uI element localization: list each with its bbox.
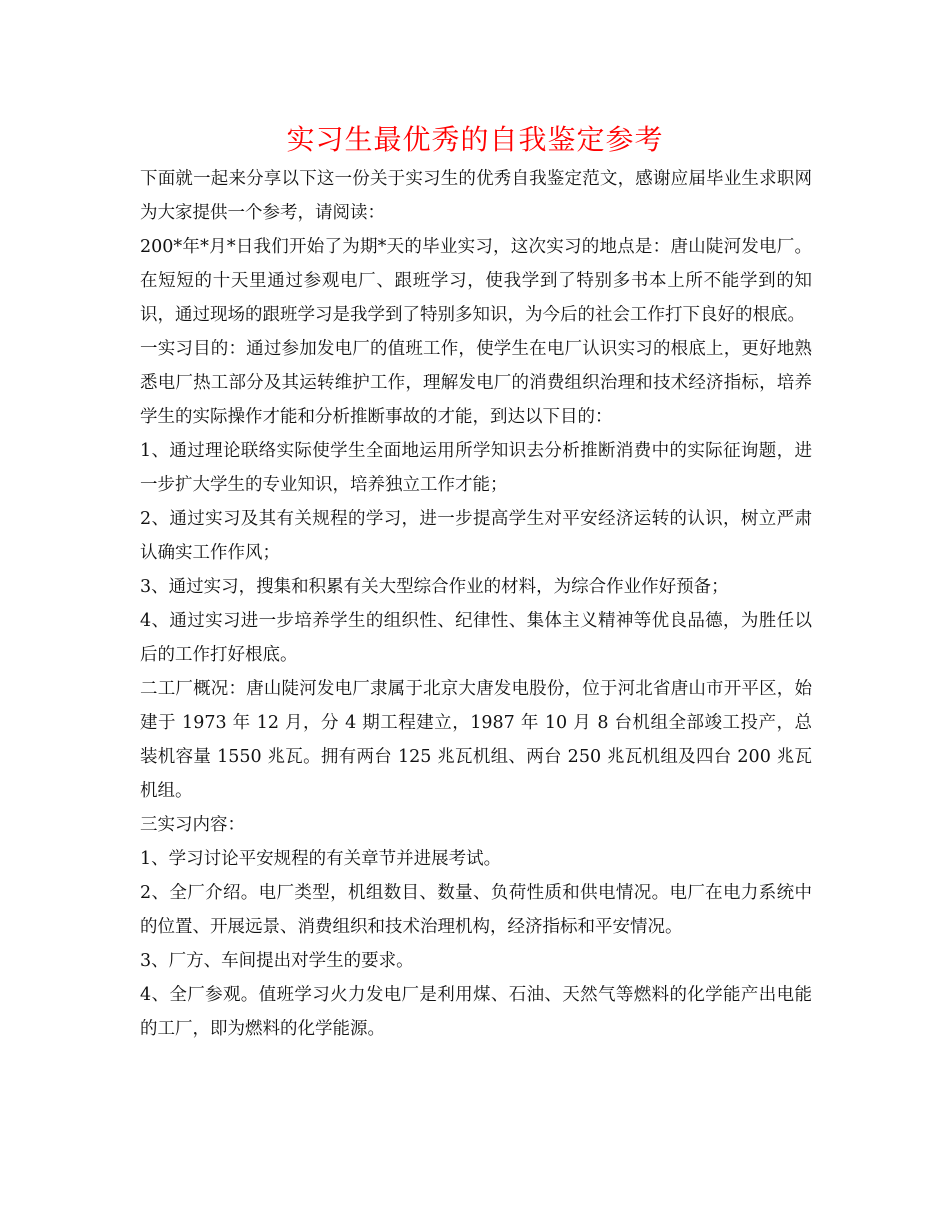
document-body: [140, 162, 812, 1046]
paragraph-plant-overview: 二工厂概况：唐山陡河发电厂隶属于北京大唐发电股份，位于河北省唐山市开平区，始建于 1973 年 12 月，分 4 期工程建立，1987 年 10 月 8 台机组全部竣工投产，总装机容量 1550 兆瓦。拥有两台 125 兆瓦机组、两台 250 兆瓦机组及四台 200 兆瓦机组。: [140, 679, 812, 801]
paragraph-purpose: 一实习目的：通过参加发电厂的值班工作，使学生在电厂认识实习的根底上，更好地熟悉电厂热工部分及其运转维护工作，理解发电厂的消费组织治理和技术经济指标，培养学生的实际操作才能和分析推断事故的才能，到达以下目的：: [140, 339, 812, 427]
paragraph-purpose-item-1: 1、通过理论联络实际使学生全面地运用所学知识去分析推断消费中的实际征询题，进一步扩大学生的专业知识，培养独立工作才能；: [140, 441, 812, 495]
document-title: 实习生最优秀的自我鉴定参考: [286, 123, 664, 156]
paragraph-content-item-4: 4、全厂参观。值班学习火力发电厂是利用煤、石油、天然气等燃料的化学能产出电能的工厂，即为燃料的化学能源。: [140, 985, 812, 1039]
paragraph-internship-overview: 200*年*月*日我们开始了为期*天的毕业实习，这次实习的地点是：唐山陡河发电厂。在短短的十天里通过参观电厂、跟班学习，使我学到了特别多书本上所不能学到的知识，通过现场的跟班学习是我学到了特别多知识，为今后的社会工作打下良好的根底。: [140, 237, 812, 325]
paragraph-content-item-2: 2、全厂介绍。电厂类型，机组数目、数量、负荷性质和供电情况。电厂在电力系统中的位置、开展远景、消费组织和技术治理机构，经济指标和平安情况。: [140, 883, 812, 937]
paragraph-purpose-item-3: 3、通过实习，搜集和积累有关大型综合作业的材料，为综合作业作好预备；: [140, 577, 729, 597]
paragraph-content-heading: 三实习内容：: [140, 815, 245, 835]
paragraph-intro: 下面就一起来分享以下这一份关于实习生的优秀自我鉴定范文，感谢应届毕业生求职网为大家提供一个参考，请阅读：: [140, 169, 812, 223]
paragraph-purpose-item-4: 4、通过实习进一步培养学生的组织性、纪律性、集体主义精神等优良品德，为胜任以后的工作打好根底。: [140, 611, 812, 665]
paragraph-content-item-3: 3、厂方、车间提出对学生的要求。: [140, 951, 414, 971]
paragraph-content-item-1: 1、学习讨论平安规程的有关章节并进展考试。: [140, 849, 502, 869]
paragraph-purpose-item-2: 2、通过实习及其有关规程的学习，进一步提高学生对平安经济运转的认识，树立严肃认确实工作作风；: [140, 509, 812, 563]
